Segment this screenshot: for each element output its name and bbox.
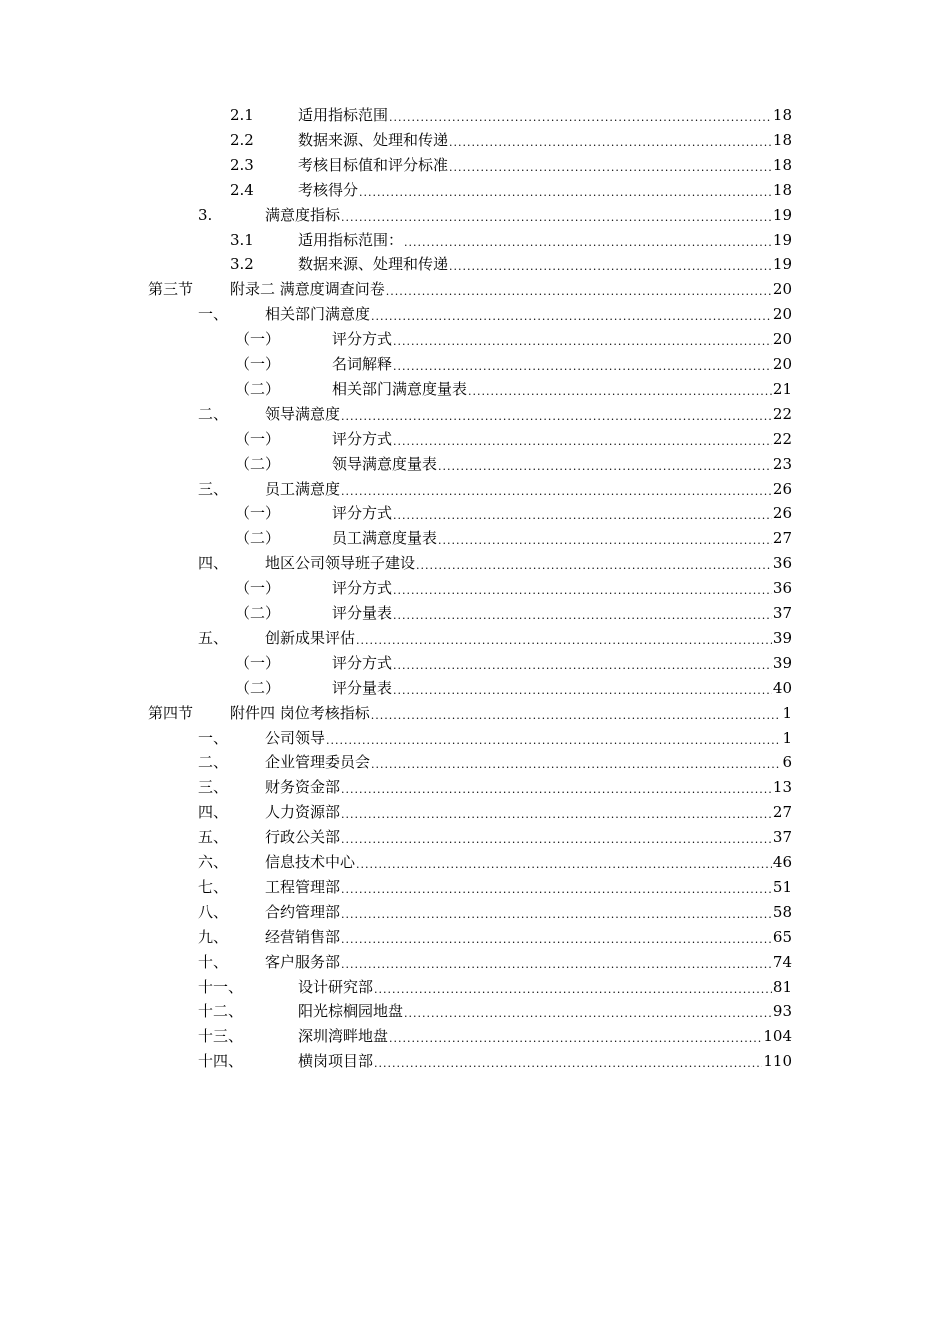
toc-entry-number: （二） [235,454,281,473]
toc-entry-title: 考核得分 [298,180,359,199]
toc-entry-page-number: 65 [772,927,792,946]
dot-leader [371,752,781,772]
dot-leader [341,777,772,797]
toc-entry-page-number: 36 [772,554,792,573]
toc-entry-title: 行政公关部 [265,828,341,847]
toc-entry[interactable] [198,947,792,972]
toc-entry-title: 地区公司领导班子建设 [265,554,416,573]
toc-entry-number: 九、 [198,927,229,946]
toc-entry[interactable] [198,474,792,499]
toc-entry-page-number: 6 [782,753,792,772]
dot-leader [393,653,772,673]
toc-entry-number: 三、 [198,778,229,797]
toc-entry-page-number: 37 [772,604,792,622]
toc-entry[interactable] [198,723,792,748]
toc-entry-number: 六、 [198,853,229,871]
toc-entry-page-number: 39 [772,628,792,647]
toc-entry[interactable] [235,523,792,548]
toc-entry[interactable] [235,349,792,374]
toc-entry-page-number: 37 [772,828,792,847]
toc-entry[interactable] [198,1046,792,1071]
toc-entry-page-number: 23 [772,454,792,473]
toc-entry-number: 十三、 [198,1027,244,1046]
toc-entry[interactable] [198,847,792,872]
toc-entry-page-number: 81 [772,977,792,996]
toc-entry-page-number: 27 [772,803,792,822]
toc-entry-number: （一） [235,330,281,349]
toc-entry-number: （二） [235,678,281,697]
toc-entry[interactable] [198,897,792,922]
toc-entry-title: 评分方式 [332,429,393,448]
toc-entry-number: 一、 [198,305,229,324]
toc-entry-page-number: 13 [772,778,792,797]
toc-entry[interactable] [198,972,792,997]
toc-entry-page-number: 110 [763,1052,792,1071]
toc-entry-title: 员工满意度 [265,479,341,498]
dot-leader [341,802,772,822]
dot-leader [386,279,772,299]
toc-entry-number: （一） [235,429,281,448]
toc-entry-title: 相关部门满意度量表 [332,379,468,398]
toc-entry[interactable] [230,100,792,125]
toc-entry-number: （一） [235,579,281,598]
toc-entry-number: 五、 [198,828,229,847]
toc-entry[interactable] [230,125,792,150]
dot-leader [393,678,772,698]
toc-entry-page-number: 18 [772,155,792,174]
toc-entry[interactable] [198,399,792,424]
toc-entry-number: 一、 [198,728,229,747]
toc-entry-number: （一） [235,653,281,672]
toc-entry-page-number: 22 [772,404,792,423]
toc-entry-title: 横岗项目部 [298,1052,374,1071]
toc-entry-number: 第三节 [148,280,194,299]
toc-entry-number: 三、 [198,479,229,498]
toc-entry-number: 十四、 [198,1052,244,1071]
toc-entry-number: 二、 [198,404,229,423]
dot-leader [359,180,772,200]
toc-entry-title: 评分量表 [332,678,393,697]
toc-entry-number: 十、 [198,952,229,971]
dot-leader [393,329,772,349]
dot-leader [326,728,781,748]
toc-entry-title: 满意度指标 [265,205,341,224]
toc-entry-page-number: 40 [772,678,792,697]
toc-entry-number: 八、 [198,902,229,921]
toc-entry[interactable] [230,225,792,250]
toc-entry-title: 评分方式 [332,330,393,349]
toc-entry[interactable] [198,996,792,1021]
toc-entry-title: 相关部门满意度 [265,305,371,324]
toc-entry[interactable] [235,573,792,598]
toc-entry[interactable] [148,274,792,299]
toc-entry-number: 2.2 [230,130,254,149]
toc-entry[interactable] [235,374,792,399]
toc-entry-title: 适用指标范围 [298,106,389,124]
toc-entry-page-number: 18 [772,130,792,149]
toc-entry-page-number: 1 [782,728,792,747]
toc-entry-title: 合约管理部 [265,902,341,921]
toc-entry-title: 数据来源、处理和传递 [298,130,449,149]
toc-entry-page-number: 39 [772,653,792,672]
dot-leader [404,1001,772,1021]
toc-entry-page-number: 104 [763,1027,792,1046]
toc-entry-title: 设计研究部 [298,977,374,996]
toc-entry[interactable] [198,772,792,797]
toc-entry[interactable] [235,673,792,698]
toc-entry-page-number: 74 [772,952,792,971]
dot-leader [341,205,772,225]
toc-entry[interactable] [198,200,792,225]
toc-entry[interactable] [198,548,792,573]
dot-leader [356,852,772,872]
toc-entry-page-number: 19 [772,255,792,274]
toc-entry[interactable] [198,299,792,324]
toc-entry-title: 客户服务部 [265,952,341,971]
toc-entry-page-number: 46 [772,853,792,871]
toc-entry-title: 员工满意度量表 [332,529,438,548]
toc-entry-page-number: 20 [772,305,792,324]
toc-entry-title: 财务资金部 [265,778,341,797]
toc-entry-page-number: 51 [772,877,792,896]
toc-entry-number: （一） [235,355,281,373]
toc-entry-number: （二） [235,529,281,548]
toc-entry-page-number: 36 [772,579,792,598]
toc-entry-number: 四、 [198,803,229,822]
toc-entry-page-number: 58 [772,902,792,921]
toc-entry[interactable] [235,498,792,523]
dot-leader [389,1026,762,1046]
toc-entry-title: 数据来源、处理和传递 [298,255,449,274]
toc-entry-page-number: 19 [772,230,792,249]
toc-entry-page-number: 22 [772,429,792,448]
toc-entry-title: 考核目标值和评分标准 [298,155,449,174]
toc-entry[interactable] [198,922,792,947]
toc-entry-page-number: 21 [772,379,792,398]
dot-leader [341,927,772,947]
toc-entry-number: 四、 [198,554,229,573]
toc-entry-title: 评分方式 [332,504,393,523]
toc-entry-page-number: 18 [772,106,792,124]
toc-entry-number: 第四节 [148,703,194,722]
toc-entry-page-number: 27 [772,529,792,548]
toc-entry-number: 2.4 [230,180,254,199]
dot-leader [468,379,772,399]
toc-entry-page-number: 20 [772,330,792,349]
toc-entry-title: 创新成果评估 [265,628,356,647]
toc-entry-number: 七、 [198,877,229,896]
toc-entry[interactable] [230,249,792,274]
toc-entry-title: 信息技术中心 [265,853,356,871]
toc-entry-title: 阳光棕榈园地盘 [298,1002,404,1021]
dot-leader [404,230,772,250]
toc-entry-page-number: 18 [772,180,792,199]
toc-entry[interactable] [230,175,792,200]
toc-entry[interactable] [148,698,792,723]
toc-entry-number: 十一、 [198,977,244,996]
toc-entry-title: 评分量表 [332,604,393,622]
dot-leader [438,528,772,548]
toc-entry[interactable] [198,822,792,847]
toc-entry-number: （二） [235,379,281,398]
toc-entry-number: 3.1 [230,230,254,249]
dot-leader [438,454,772,474]
toc-entry-title: 公司领导 [265,728,326,747]
dot-leader [389,105,772,125]
dot-leader [341,952,772,972]
toc-entry[interactable] [198,623,792,648]
dot-leader [356,628,772,648]
toc-entry-title: 评分方式 [332,653,393,672]
toc-entry-number: 五、 [198,628,229,647]
dot-leader [393,503,772,523]
toc-entry-title: 适用指标范围： [298,230,404,249]
toc-entry-title: 附录二 满意度调查问卷 [230,280,385,299]
dot-leader [341,479,772,499]
toc-entry-number: 十二、 [198,1002,244,1021]
dot-leader [393,429,772,449]
toc-entry[interactable] [235,424,792,449]
toc-entry-page-number: 20 [772,355,792,373]
dot-leader [393,603,772,623]
toc-entry-title: 附件四 岗位考核指标 [230,703,370,722]
toc-entry[interactable] [198,797,792,822]
toc-entry-title: 人力资源部 [265,803,341,822]
toc-entry-title: 评分方式 [332,579,393,598]
toc-entry-title: 领导满意度量表 [332,454,438,473]
dot-leader [393,354,772,374]
dot-leader [371,304,772,324]
toc-entry-title: 企业管理委员会 [265,753,371,772]
toc-entry[interactable] [235,449,792,474]
toc-entry[interactable] [235,648,792,673]
dot-leader [371,703,782,723]
toc-entry-page-number: 20 [772,280,792,299]
toc-entry-page-number: 93 [772,1002,792,1021]
dot-leader [374,1051,762,1071]
toc-entry-number: 二、 [198,753,229,772]
toc-entry[interactable] [198,1021,792,1046]
toc-entry[interactable] [198,872,792,897]
toc-entry-title: 工程管理部 [265,877,341,896]
toc-entry[interactable] [198,747,792,772]
toc-entry-page-number: 1 [782,703,792,722]
dot-leader [449,155,772,175]
toc-entry-title: 领导满意度 [265,404,341,423]
toc-entry-number: 3.2 [230,255,254,274]
toc-entry-title: 深圳湾畔地盘 [298,1027,389,1046]
toc-entry[interactable] [235,324,792,349]
dot-leader [374,977,772,997]
toc-entry-number: （一） [235,504,281,523]
toc-entry-page-number: 19 [772,205,792,224]
dot-leader [341,877,772,897]
toc-entry-title: 经营销售部 [265,927,341,946]
toc-entry[interactable] [235,598,792,623]
dot-leader [416,553,772,573]
dot-leader [393,578,772,598]
toc-entry-title: 名词解释 [332,355,393,373]
toc-entry-number: 2.1 [230,106,254,124]
toc-entry[interactable] [230,150,792,175]
toc-entry-number: （二） [235,604,281,622]
dot-leader [341,404,772,424]
dot-leader [341,827,772,847]
toc-entry-page-number: 26 [772,479,792,498]
toc-entry-number: 3. [198,205,213,224]
toc-entry-number: 2.3 [230,155,254,174]
dot-leader [341,902,772,922]
dot-leader [449,130,772,150]
dot-leader [449,254,772,274]
toc-entry-page-number: 26 [772,504,792,523]
